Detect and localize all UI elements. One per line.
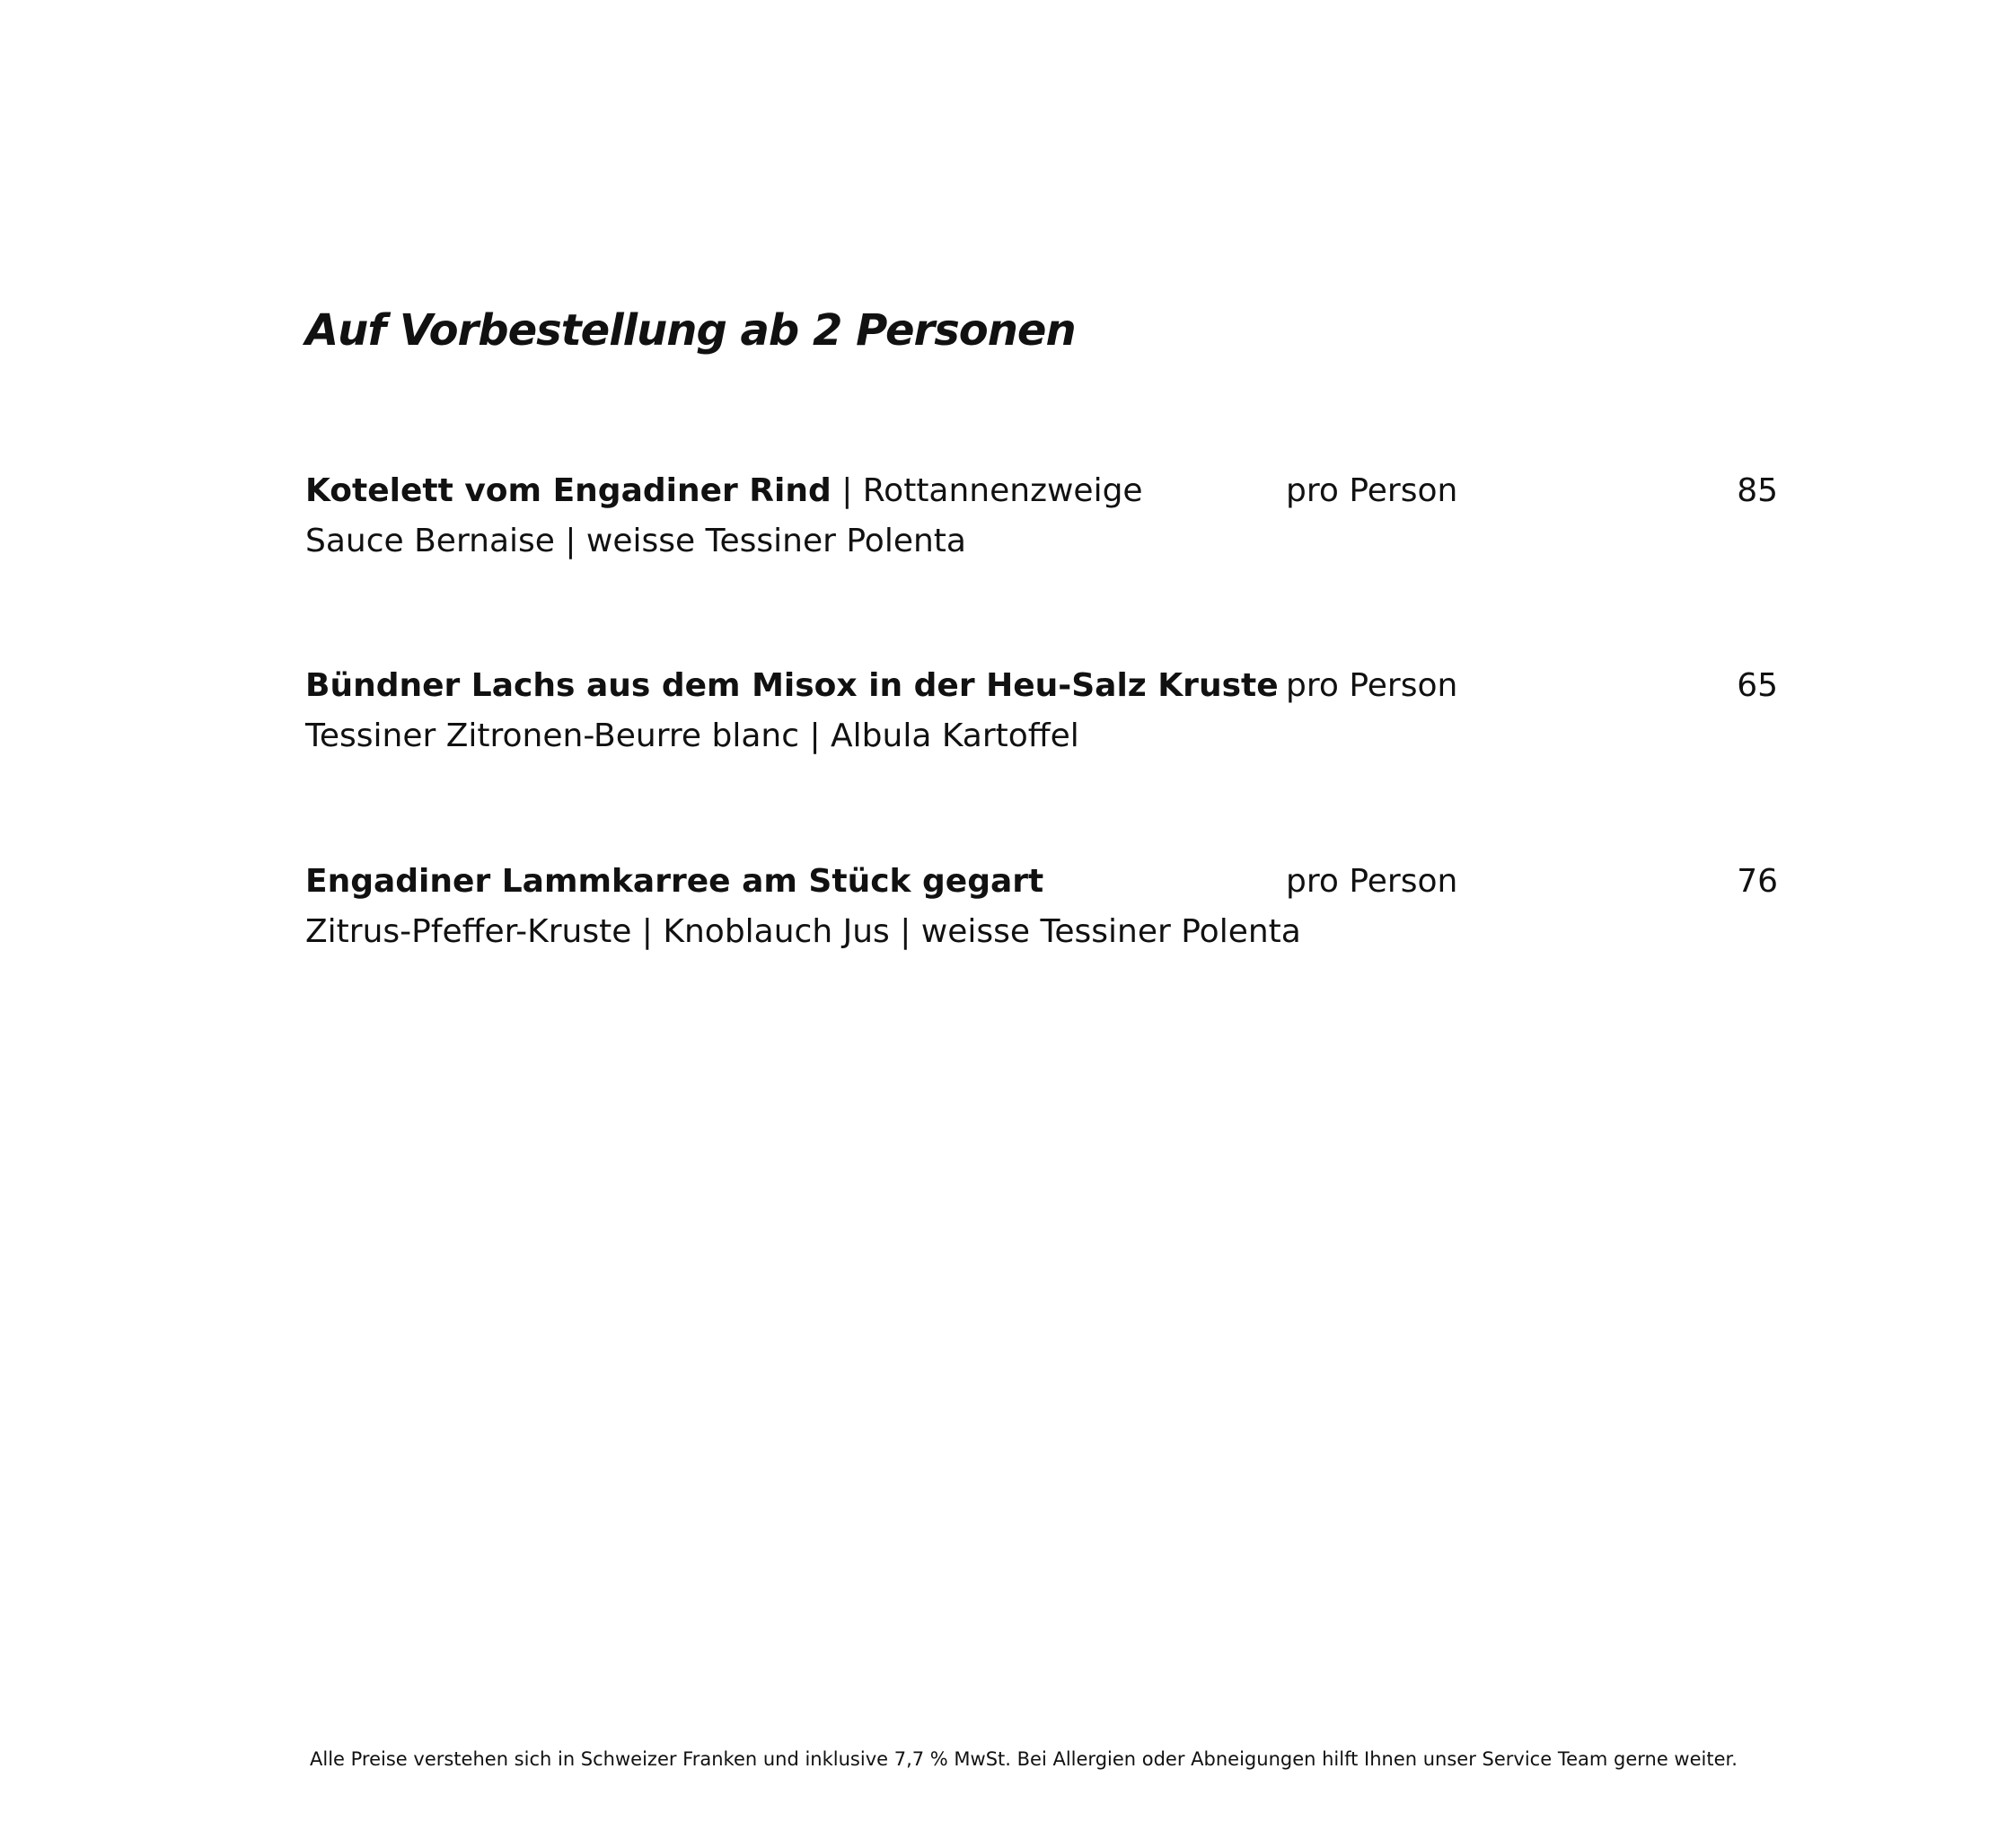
menu-item-unit: pro Person: [1286, 667, 1458, 704]
menu-item-price: 85: [1737, 472, 1778, 509]
menu-item-name-extra: | Rottannenzweige: [831, 472, 1143, 509]
menu-item-title-line: [305, 666, 1279, 706]
menu-item: [305, 471, 1778, 579]
menu-item-description: Tessiner Zitronen-Beurre blanc | Albula Kartoffel: [305, 717, 1079, 754]
menu-item-unit: pro Person: [1286, 863, 1458, 900]
menu-item-description: Zitrus-Pfeffer-Kruste | Knoblauch Jus | weisse Tessiner Polenta: [305, 913, 1301, 950]
menu-item-unit: pro Person: [1286, 472, 1458, 509]
page-title: Auf Vorbestellung ab 2 Personen: [305, 305, 1076, 356]
menu-item-name: Engadiner Lammkarree am Stück gegart: [305, 863, 1044, 900]
menu-item: [305, 862, 1778, 970]
menu-item-title-line: [305, 471, 1143, 511]
menu-item-name: Kotelett vom Engadiner Rind: [305, 472, 832, 509]
menu-item-title-line: [305, 862, 1043, 902]
menu-item-name: Bündner Lachs aus dem Misox in der Heu-Salz Kruste: [305, 667, 1279, 704]
menu-item-price: 65: [1737, 667, 1778, 704]
menu-item-price: 76: [1737, 863, 1778, 900]
price-footnote: Alle Preise verstehen sich in Schweizer Franken und inklusive 7,7 % MwSt. Bei Allergien oder Abneigungen hilft Ihnen unser Service Team gerne weiter.: [310, 1748, 1738, 1770]
menu-item: [305, 666, 1778, 774]
menu-item-description: Sauce Bernaise | weisse Tessiner Polenta: [305, 523, 966, 559]
